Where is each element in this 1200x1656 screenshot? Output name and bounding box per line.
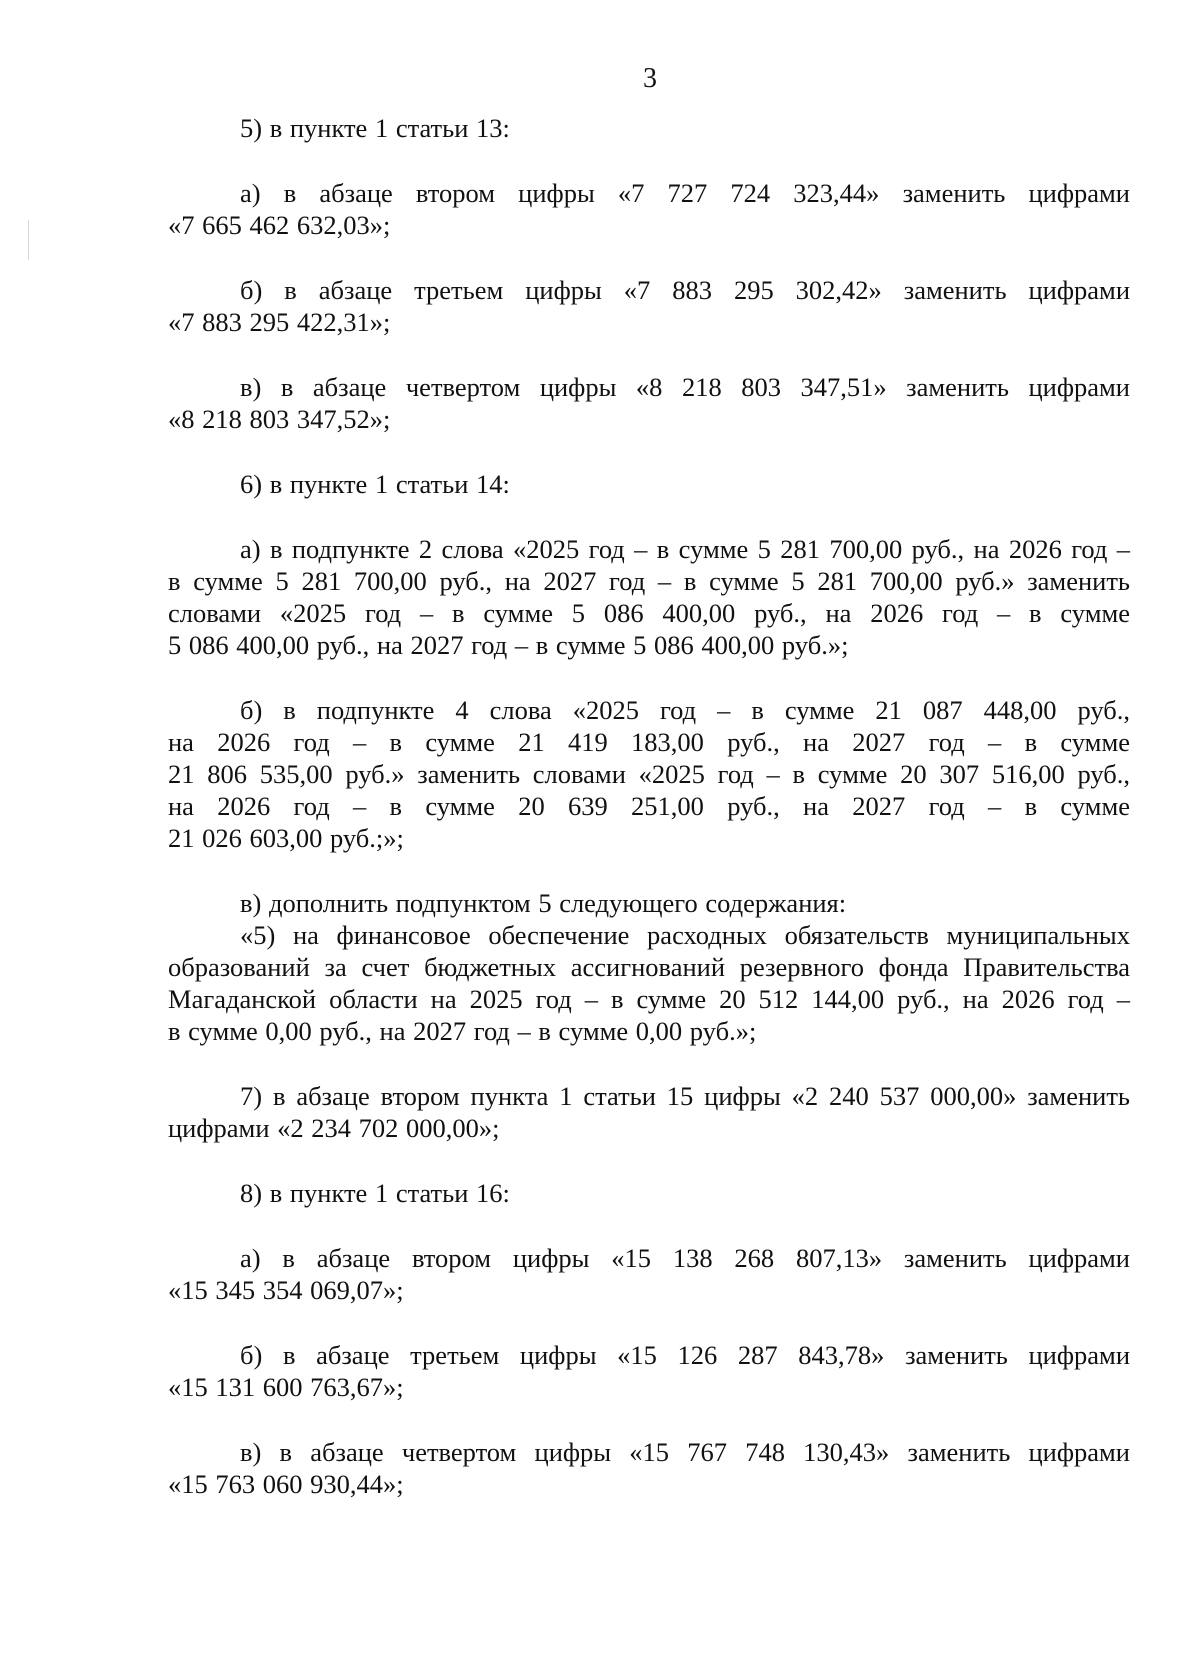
item-8b-line-2: «15 131 600 763,67»;: [168, 1372, 404, 1402]
item-8c-line-2: «15 763 060 930,44»;: [168, 1469, 404, 1499]
item-5c-line-2: «8 218 803 347,52»;: [168, 404, 391, 434]
scan-artifact: [28, 220, 29, 260]
item-5c-line-1: в) в абзаце четвертом цифры «8 218 803 347,51» заменить цифрами: [240, 372, 1130, 402]
item-6a-line-1: а) в подпункте 2 слова «2025 год – в сумме 5 281 700,00 руб., на 2026 год –: [240, 534, 1130, 564]
item-6c-line-2: «5) на финансовое обеспечение расходных обязательств муниципальных: [240, 920, 1130, 950]
item-7-line-2: цифрами «2 234 702 000,00»;: [168, 1113, 500, 1143]
item-6-heading: 6) в пункте 1 статьи 14:: [240, 469, 510, 499]
item-6b-line-5: 21 026 603,00 руб.;»;: [168, 823, 404, 853]
item-6b-line-3: 21 806 535,00 руб.» заменить словами «2025 год – в сумме 20 307 516,00 руб.,: [168, 759, 1130, 789]
item-8b: [168, 1339, 1130, 1403]
item-8-heading: 8) в пункте 1 статьи 16:: [240, 1178, 510, 1208]
item-6b: [168, 694, 1130, 854]
item-7-line-1: 7) в абзаце втором пункта 1 статьи 15 цифры «2 240 537 000,00» заменить: [240, 1081, 1130, 1111]
item-6c-line-4: Магаданской области на 2025 год – в сумме 20 512 144,00 руб., на 2026 год –: [168, 984, 1130, 1014]
item-8a-line-2: «15 345 354 069,07»;: [168, 1275, 404, 1305]
page-number: 3: [643, 63, 657, 94]
item-6a: [168, 533, 1130, 661]
item-5b: [168, 274, 1130, 338]
document-body: [168, 112, 1130, 1533]
item-5a-line-2: «7 665 462 632,03»;: [168, 210, 391, 240]
item-6a-line-4: 5 086 400,00 руб., на 2027 год – в сумме 5 086 400,00 руб.»;: [168, 630, 849, 660]
item-5a: [168, 177, 1130, 241]
item-6a-line-3: словами «2025 год – в сумме 5 086 400,00 руб., на 2026 год – в сумме: [168, 598, 1130, 628]
item-8c: [168, 1436, 1130, 1500]
item-5b-line-2: «7 883 295 422,31»;: [168, 307, 391, 337]
item-5c: [168, 371, 1130, 435]
item-6c-line-5: в сумме 0,00 руб., на 2027 год – в сумме 0,00 руб.»;: [168, 1016, 757, 1046]
item-8b-line-1: б) в абзаце третьем цифры «15 126 287 843,78» заменить цифрами: [240, 1340, 1130, 1370]
item-6b-line-2: на 2026 год – в сумме 21 419 183,00 руб., на 2027 год – в сумме: [168, 727, 1130, 757]
item-6b-line-1: б) в подпункте 4 слова «2025 год – в сумме 21 087 448,00 руб.,: [240, 695, 1130, 725]
item-8c-line-1: в) в абзаце четвертом цифры «15 767 748 130,43» заменить цифрами: [240, 1437, 1130, 1467]
item-8a: [168, 1242, 1130, 1306]
item-6a-line-2: в сумме 5 281 700,00 руб., на 2027 год – в сумме 5 281 700,00 руб.» заменить: [168, 566, 1130, 596]
item-6c-line-3: образований за счет бюджетных ассигнований резервного фонда Правительства: [168, 952, 1130, 982]
item-7: [168, 1080, 1130, 1144]
item-5b-line-1: б) в абзаце третьем цифры «7 883 295 302,42» заменить цифрами: [240, 275, 1130, 305]
item-6c: [168, 887, 1130, 1047]
item-5a-line-1: а) в абзаце втором цифры «7 727 724 323,44» заменить цифрами: [240, 178, 1130, 208]
item-8a-line-1: а) в абзаце втором цифры «15 138 268 807,13» заменить цифрами: [240, 1243, 1130, 1273]
item-6b-line-4: на 2026 год – в сумме 20 639 251,00 руб., на 2027 год – в сумме: [168, 791, 1130, 821]
item-6c-line-1: в) дополнить подпунктом 5 следующего содержания:: [240, 888, 847, 918]
item-5-heading: 5) в пункте 1 статьи 13:: [240, 113, 510, 143]
